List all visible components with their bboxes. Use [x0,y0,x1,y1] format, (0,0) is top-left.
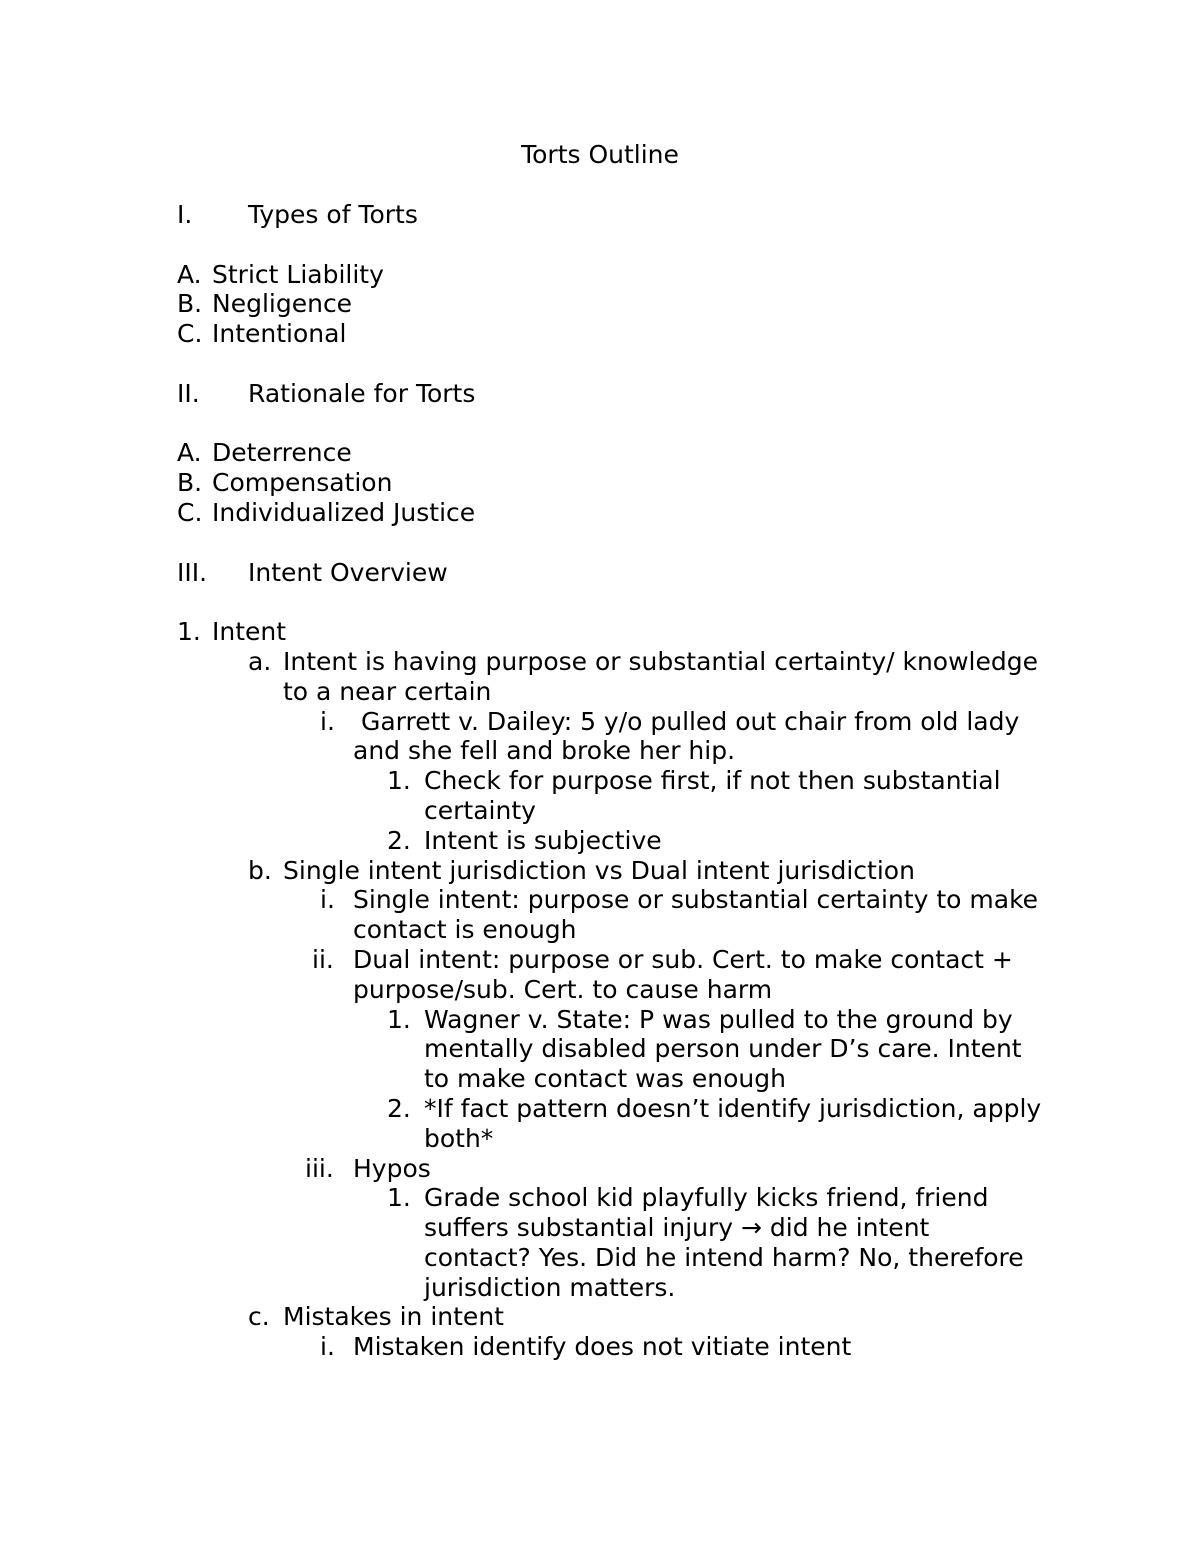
list-marker: 2. [387,825,411,855]
list-item [177,1332,1077,1362]
list-item [177,1094,1077,1124]
list-item [177,468,1077,498]
list-item [177,885,1077,915]
list-item-text: Dual intent: purpose or sub. Cert. to make contact + [353,944,1013,974]
list-item-text: certainty [424,795,536,825]
list-marker: i. [320,885,335,915]
list-marker: C. [177,319,203,349]
list-item-text: both* [424,1123,494,1153]
list-marker: A. [177,438,202,468]
list-item-text: Intent is having purpose or substantial certainty/ knowledge [283,646,1038,676]
section-heading-text: Rationale for Torts [248,378,476,408]
list-item-text: Intentional [212,319,347,349]
list-item [177,707,1077,737]
list-marker: c. [248,1302,270,1332]
list-item-text: Garrett v. Dailey: 5 y/o pulled out chair from old lady [353,706,1020,736]
list-item-text: Mistaken identify does not vitiate intent [353,1332,852,1362]
list-item-text: jurisdiction matters. [424,1272,676,1302]
list-item-continuation [177,1064,1077,1094]
list-item-text: Intent [212,617,287,647]
list-marker: 1. [387,1004,411,1034]
list-item-text: Negligence [212,289,353,319]
list-item-text: and she fell and broke her hip. [353,736,736,766]
list-item [177,1183,1077,1213]
roman-numeral: III. [177,557,208,587]
section-heading-i [177,200,1077,230]
list-item [177,1302,1077,1332]
page-title: Torts Outline [521,140,679,169]
list-item-text: Single intent: purpose or substantial certainty to make [353,885,1039,915]
list-marker: A. [177,259,202,289]
list-item-text: Mistakes in intent [283,1302,504,1332]
list-item-text: to make contact was enough [424,1064,786,1094]
list-item [177,1005,1077,1035]
list-item-text: Check for purpose first, if not then substantial [424,766,1001,796]
list-item-text: *If fact pattern doesn’t identify jurisdiction, apply [424,1093,1042,1123]
list-marker: iii. [305,1153,334,1183]
list-item [177,289,1077,319]
list-item-text: Wagner v. State: P was pulled to the ground by [424,1004,1013,1034]
roman-numeral: I. [177,200,193,229]
list-marker: C. [177,497,203,527]
list-marker: 1. [177,617,201,647]
list-item [177,1154,1077,1184]
list-item-text: Single intent jurisdiction vs Dual intent jurisdiction [283,855,915,885]
list-marker: b. [248,855,272,885]
roman-numeral: II. [177,378,200,408]
list-item [177,438,1077,468]
outline-body [177,200,1077,1362]
list-item-continuation [177,915,1077,945]
list-item-continuation [177,736,1077,766]
section-heading-text: Types of Torts [248,200,418,229]
list-marker: 1. [387,766,411,796]
list-item-continuation [177,1243,1077,1273]
list-item-text: purpose/sub. Cert. to cause harm [353,974,773,1004]
list-marker: B. [177,468,203,498]
list-marker: i. [320,1332,335,1362]
list-item-text: Strict Liability [212,259,384,289]
list-item [177,260,1077,290]
list-marker: 2. [387,1093,411,1123]
list-item-continuation [177,1273,1077,1303]
list-item [177,498,1077,528]
list-item [177,319,1077,349]
list-item-text: Compensation [212,468,393,498]
list-item [177,856,1077,886]
list-item-continuation [177,1124,1077,1154]
list-item-continuation [177,677,1077,707]
section-heading-text: Intent Overview [248,557,448,587]
list-marker: ii. [312,944,334,974]
list-marker: i. [320,706,335,736]
list-item-text: mentally disabled person under D’s care. Intent [424,1034,1022,1064]
list-item-text: contact is enough [353,915,577,945]
list-item [177,647,1077,677]
list-item-continuation [177,1213,1077,1243]
list-item-text: Individualized Justice [212,497,476,527]
list-item-text: suffers substantial injury → did he intent [424,1213,930,1243]
list-item-text: Grade school kid playfully kicks friend, friend [424,1183,989,1213]
section-heading-iii [177,558,1077,588]
section-heading-ii [177,379,1077,409]
list-item-text: Hypos [353,1153,431,1183]
list-item-text: Deterrence [212,438,352,468]
list-item-text: contact? Yes. Did he intend harm? No, therefore [424,1242,1024,1272]
list-item-continuation [177,1034,1077,1064]
list-item [177,617,1077,647]
list-item [177,826,1077,856]
list-item-continuation [177,975,1077,1005]
list-item [177,766,1077,796]
list-item-text: to a near certain [283,676,492,706]
list-marker: a. [248,646,272,676]
list-item-continuation [177,796,1077,826]
list-marker: B. [177,289,203,319]
list-marker: 1. [387,1183,411,1213]
list-item-text: Intent is subjective [424,825,662,855]
list-item [177,945,1077,975]
